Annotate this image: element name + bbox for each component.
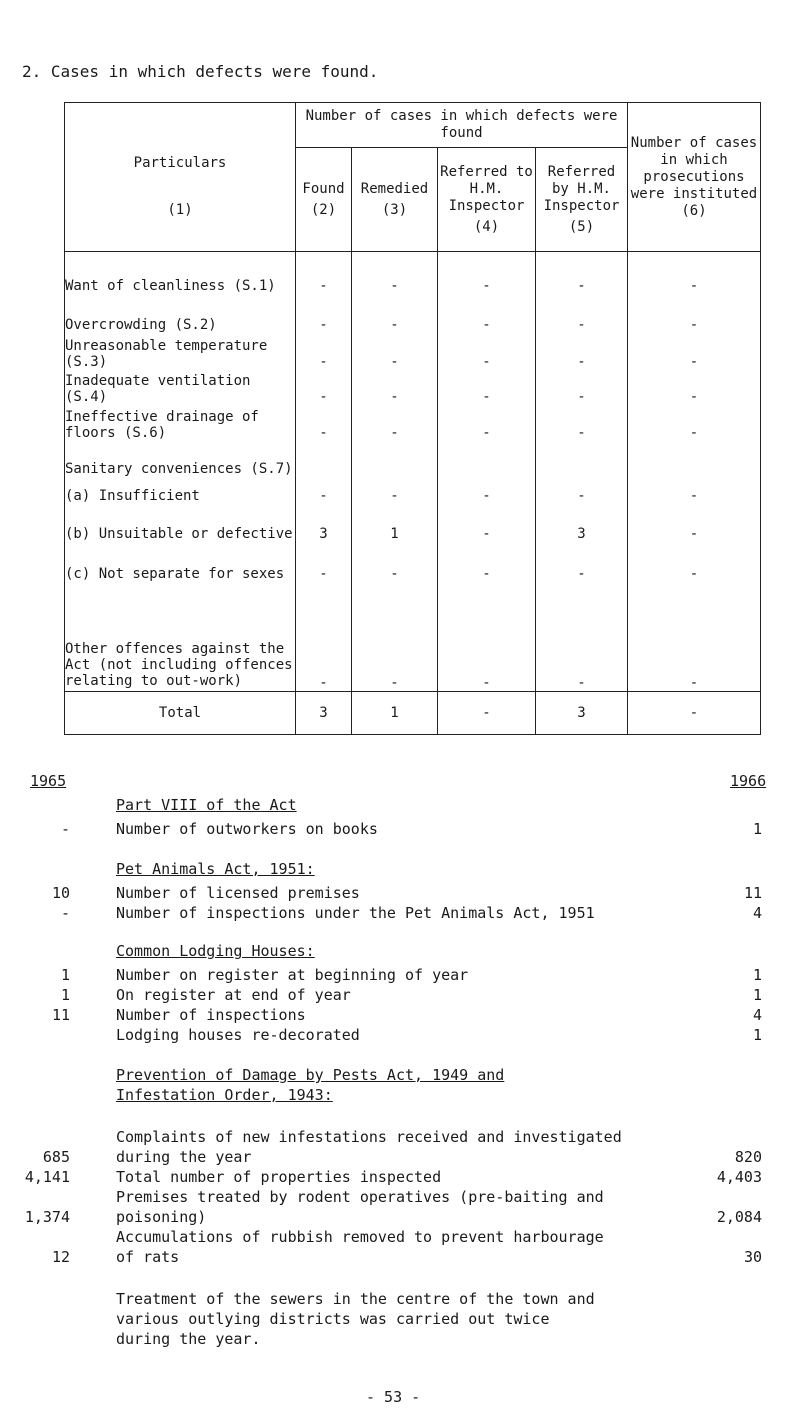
cell-value: - (296, 477, 352, 504)
total-value: 3 (536, 692, 628, 735)
prosecutions-header-label: Number of cases in which prosecutions were instituted (630, 134, 758, 202)
value-1965: 1,374 (24, 1208, 70, 1226)
cell-value: - (296, 542, 352, 582)
value-1965: - (60, 820, 70, 838)
table-row (65, 252, 761, 294)
cell-value: - (438, 294, 536, 333)
item-text: Complaints of new infestations received and investigated (116, 1128, 622, 1146)
section-title-text: Common Lodging Houses: (116, 942, 315, 960)
list-item (0, 966, 800, 986)
cell-value (296, 441, 352, 477)
closing-text: Treatment of the sewers in the centre of the town and (116, 1290, 595, 1308)
total-row (65, 692, 761, 735)
cell-value: - (628, 405, 761, 441)
value-1966: 4 (752, 1006, 762, 1024)
cell-value: - (628, 477, 761, 504)
cell-value (536, 441, 628, 477)
list-item (0, 1148, 800, 1168)
section-title (0, 1086, 800, 1106)
table-row (65, 405, 761, 441)
value-1966: 4,403 (716, 1168, 762, 1186)
item-text: Number of outworkers on books (116, 820, 378, 838)
cell-value: - (438, 504, 536, 542)
cell-value: - (438, 370, 536, 405)
cell-value: - (296, 370, 352, 405)
cell-value: - (536, 405, 628, 441)
cell-value: - (536, 252, 628, 294)
cell-value: - (628, 294, 761, 333)
cell-value: - (536, 477, 628, 504)
cell-value: 3 (296, 504, 352, 542)
section-heading: 2. Cases in which defects were found. (22, 62, 379, 81)
cell-value: - (536, 582, 628, 692)
list-item (0, 1188, 800, 1208)
defects-table (64, 102, 761, 735)
item-text: Total number of properties inspected (116, 1168, 442, 1186)
value-1966: 1 (752, 820, 762, 838)
list-item (0, 1026, 800, 1046)
value-1966: 820 (734, 1148, 762, 1166)
row-label: Want of cleanliness (S.1) (65, 252, 296, 294)
item-text: Number of licensed premises (116, 884, 360, 902)
item-text: Number of inspections (116, 1006, 306, 1024)
row-label: Unreasonable temperature (S.3) (65, 333, 296, 370)
cases-group-header (296, 103, 628, 148)
closing-text: various outlying districts was carried out twice (116, 1310, 550, 1328)
section-title-text: Infestation Order, 1943: (116, 1086, 333, 1104)
value-1966: 2,084 (716, 1208, 762, 1226)
cell-value: - (296, 252, 352, 294)
list-item (0, 1128, 800, 1148)
item-text: On register at end of year (116, 986, 351, 1004)
value-1965: 4,141 (24, 1168, 70, 1186)
cell-value: 3 (536, 504, 628, 542)
list-item (0, 904, 800, 924)
cell-value: - (352, 542, 438, 582)
cell-value: - (536, 542, 628, 582)
cell-value (352, 441, 438, 477)
cell-value (438, 441, 536, 477)
total-value: 3 (296, 692, 352, 735)
closing-text: during the year. (116, 1330, 261, 1348)
value-1965: 12 (51, 1248, 70, 1266)
table-row (65, 370, 761, 405)
row-label: Other offences against the Act (not including offences relating to out-work) (65, 582, 296, 692)
page-number: - 53 - (366, 1388, 421, 1406)
cell-value: - (296, 333, 352, 370)
section-title-text: Part VIII of the Act (116, 796, 297, 814)
closing-paragraph (0, 1310, 800, 1330)
column-header-label: Remedied (360, 180, 429, 197)
value-1965: 10 (51, 884, 70, 902)
list-item (0, 986, 800, 1006)
cell-value: - (536, 370, 628, 405)
table-row (65, 441, 761, 477)
column-header-found (296, 148, 352, 252)
value-1966: 1 (752, 986, 762, 1004)
column-header-index: (3) (381, 201, 408, 218)
table-body (65, 252, 761, 735)
item-text: of rats (116, 1248, 180, 1266)
column-header-referred-to (438, 148, 536, 252)
value-1965: 1 (60, 986, 70, 1004)
cell-value: - (628, 542, 761, 582)
table-row (65, 333, 761, 370)
section-title (0, 1066, 800, 1086)
value-1965: 1 (60, 966, 70, 984)
cell-value: - (352, 582, 438, 692)
list-item (0, 1228, 800, 1248)
cell-value: - (628, 582, 761, 692)
total-label: Total (65, 692, 296, 735)
cell-value: - (438, 252, 536, 294)
total-value: - (438, 692, 536, 735)
column-header-index: (5) (568, 218, 595, 235)
value-1966: 11 (743, 884, 762, 902)
section-title (0, 860, 800, 880)
closing-paragraph (0, 1290, 800, 1310)
cell-value: - (628, 504, 761, 542)
cell-value: 1 (352, 504, 438, 542)
cell-value: - (352, 370, 438, 405)
cell-value: - (296, 294, 352, 333)
cell-value: - (352, 294, 438, 333)
row-label: Overcrowding (S.2) (65, 294, 296, 333)
particulars-header-label: Particulars (133, 155, 227, 171)
section-title-text: Prevention of Damage by Pests Act, 1949 and (116, 1066, 505, 1084)
cell-value: - (438, 582, 536, 692)
value-1966: 1 (752, 966, 762, 984)
value-1965: - (60, 904, 70, 922)
cell-value: - (438, 542, 536, 582)
row-label: Inadequate ventilation (S.4) (65, 370, 296, 405)
total-value: 1 (352, 692, 438, 735)
column-header-index: (2) (310, 201, 337, 218)
cell-value: - (438, 477, 536, 504)
table-row (65, 477, 761, 504)
cell-value: - (438, 333, 536, 370)
item-text: during the year (116, 1148, 252, 1166)
section-title (0, 796, 800, 816)
value-1965: 685 (42, 1148, 70, 1166)
list-item (0, 820, 800, 840)
list-item (0, 884, 800, 904)
item-text: Premises treated by rodent operatives (pre-baiting and (116, 1188, 604, 1206)
prosecutions-header-index: (6) (681, 202, 707, 219)
item-text: poisoning) (116, 1208, 207, 1226)
item-text: Accumulations of rubbish removed to prevent harbourage (116, 1228, 604, 1246)
cell-value: - (628, 252, 761, 294)
column-header-label: Referred by H.M. Inspector (543, 163, 620, 214)
column-header-referred-by (536, 148, 628, 252)
cell-value: - (536, 333, 628, 370)
row-label: Sanitary conveniences (S.7) (65, 441, 296, 477)
table-row (65, 294, 761, 333)
row-label: Ineffective drainage of floors (S.6) (65, 405, 296, 441)
value-1966: 4 (752, 904, 762, 922)
table-row (65, 504, 761, 542)
cell-value: - (536, 294, 628, 333)
cell-value: - (352, 405, 438, 441)
item-text: Lodging houses re-decorated (116, 1026, 360, 1044)
value-1965: 11 (51, 1006, 70, 1024)
closing-paragraph (0, 1330, 800, 1350)
prosecutions-header (628, 103, 761, 252)
column-header-label: Referred to H.M. Inspector (440, 163, 533, 214)
cell-value: - (628, 333, 761, 370)
year-right: 1966 (730, 772, 767, 790)
cell-value: - (352, 477, 438, 504)
list-item (0, 1208, 800, 1228)
value-1966: 1 (752, 1026, 762, 1044)
row-label: (a) Insufficient (65, 477, 296, 504)
section-title (0, 942, 800, 962)
cases-group-header-label: Number of cases in which defects were found (305, 108, 618, 141)
particulars-header-index: (1) (167, 202, 193, 218)
cell-value: - (296, 405, 352, 441)
table-row (65, 542, 761, 582)
cell-value: - (296, 582, 352, 692)
column-header-index: (4) (473, 218, 500, 235)
cell-value: - (438, 405, 536, 441)
cell-value (628, 441, 761, 477)
particulars-header (65, 103, 296, 252)
total-value: - (628, 692, 761, 735)
row-label: (c) Not separate for sexes (65, 542, 296, 582)
cell-value: - (352, 252, 438, 294)
item-text: Number on register at beginning of year (116, 966, 469, 984)
list-item (0, 1168, 800, 1188)
table-row (65, 582, 761, 692)
column-header-label: Found (302, 180, 345, 197)
cell-value: - (352, 333, 438, 370)
list-item (0, 1248, 800, 1268)
year-left: 1965 (30, 772, 67, 790)
value-1966: 30 (743, 1248, 762, 1266)
row-label: (b) Unsuitable or defective (65, 504, 296, 542)
item-text: Number of inspections under the Pet Animals Act, 1951 (116, 904, 595, 922)
list-item (0, 1006, 800, 1026)
cell-value: - (628, 370, 761, 405)
column-header-remedied (352, 148, 438, 252)
section-title-text: Pet Animals Act, 1951: (116, 860, 315, 878)
